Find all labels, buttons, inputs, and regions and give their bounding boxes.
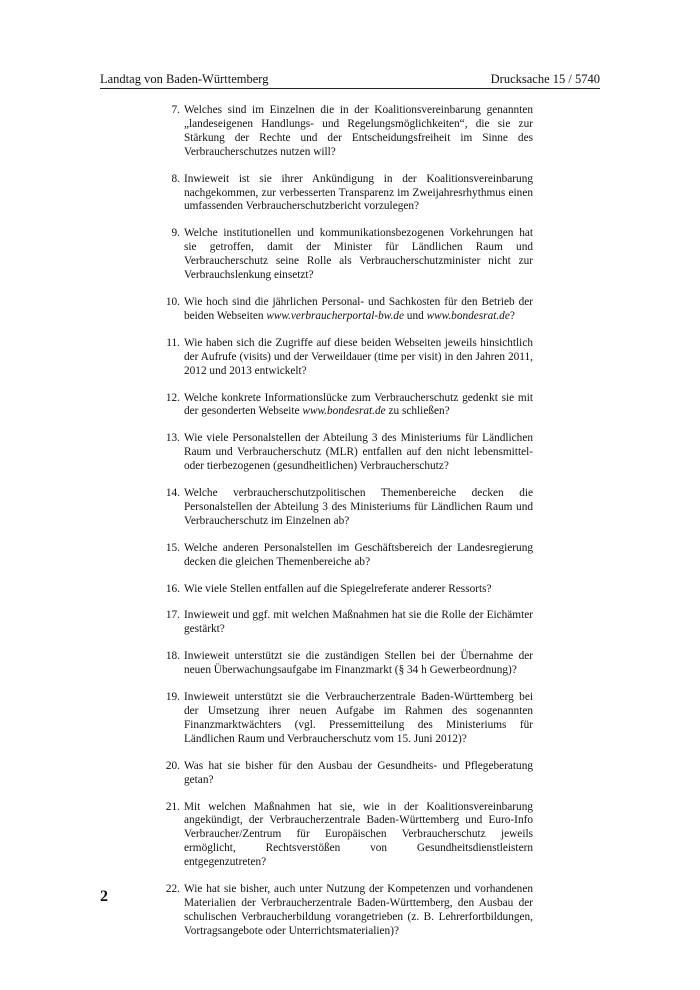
- question-number: 20.: [165, 759, 180, 772]
- question-number: 19.: [165, 691, 180, 704]
- question-text: Mit welchen Maßnahmen hat sie, wie in der Koalitionsvereinbarung angekündigt, der Verbraucherzentrale Baden-Württemberg und Euro-Info Verbraucher/Zentrum für Europäischen Verbraucherschutz jeweils ermöglicht, Rechtsverstößen von Gesundheitsdienstleistern entgegenzutreten?: [184, 800, 533, 869]
- question-number: 13.: [165, 432, 180, 445]
- question-number: 17.: [165, 609, 180, 622]
- question-item: [167, 801, 533, 871]
- question-number: 22.: [165, 883, 180, 896]
- question-number: 14.: [165, 487, 180, 500]
- question-text-part: ?: [509, 309, 515, 322]
- header-right: Drucksache 15 / 5740: [490, 72, 600, 86]
- question-text: Welches sind im Einzelnen die in der Koalitionsvereinbarung genannten „landeseigenen Handlungs- und Regelungsmöglichkeiten“, die sie zur Stärkung der Rechte und der Entscheidungsfreiheit im Sinne des Verbraucherschutzes nutzen will?: [184, 104, 533, 158]
- website-url: www.verbraucherportal-bw.de: [266, 309, 404, 322]
- question-text: Welche anderen Personalstellen im Geschäftsbereich der Landesregierung decken die gleichen Themenbereiche ab?: [184, 541, 533, 568]
- question-number: 11.: [166, 336, 180, 349]
- question-text: Wie haben sich die Zugriffe auf diese beiden Webseiten jeweils hinsichtlich der Aufrufe (visits) und der Verweildauer (time per visit) in den Jahren 2011, 2012 und 2013 entwickelt?: [184, 336, 533, 377]
- header-left: Landtag von Baden-Württemberg: [100, 72, 269, 86]
- question-item: [167, 609, 533, 637]
- question-item: [167, 650, 533, 678]
- question-item: [167, 173, 533, 215]
- question-item: [167, 432, 533, 474]
- question-number: 10.: [165, 295, 180, 308]
- question-item: [167, 542, 533, 570]
- question-text-part: und: [403, 309, 427, 322]
- question-text-part: zu schließen?: [385, 405, 450, 418]
- question-text: Inwieweit unterstützt sie die Verbraucherzentrale Baden-Württemberg bei der Umsetzung ihrer neuen Aufgabe im Rahmen des sogenannten Finanzmarktwächters (vgl. Pressemitteilung des Ministeriums für Ländlichen Raum und Verbraucherschutz vom 15. Juni 2012)?: [184, 691, 533, 745]
- question-item: [167, 691, 533, 747]
- question-number: 18.: [165, 650, 180, 663]
- question-text-part: Wie hoch sind die jährlichen Personal- und Sachkosten für den Betrieb der beiden Webseiten: [184, 295, 533, 322]
- question-text: [184, 296, 533, 324]
- question-text: [184, 392, 533, 420]
- question-list: [167, 104, 533, 952]
- website-url: www.bondesrat.de: [426, 309, 510, 322]
- question-text: Wie hat sie bisher, auch unter Nutzung der Kompetenzen und vorhandenen Materialien der Verbraucherzentrale Baden-Württemberg, den Ausbau der schulischen Verbraucherbildung vorangetrieben (z. B. Lehrerfortbildungen, Vortragsangebote oder Unterrichtsmaterialien)?: [184, 883, 533, 937]
- question-item: [167, 392, 533, 420]
- question-item: [167, 104, 533, 160]
- question-text-part: Welche konkrete Informationslücke zum Verbraucherschutz gedenkt sie mit der gesonderten Webseite: [184, 391, 533, 418]
- question-item: [167, 296, 533, 324]
- page-header: [100, 72, 600, 87]
- question-item: [167, 487, 533, 529]
- question-number: 21.: [165, 800, 180, 813]
- question-text: Inwieweit und ggf. mit welchen Maßnahmen hat sie die Rolle der Eichämter gestärkt?: [184, 609, 533, 636]
- question-number: 12.: [165, 391, 180, 404]
- question-number: 16.: [165, 582, 180, 595]
- website-url: www.bondesrat.de: [302, 405, 386, 418]
- question-text: Wie viele Personalstellen der Abteilung 3 des Ministeriums für Ländlichen Raum und Verbraucherschutz (MLR) entfallen auf den nicht lebensmittel- oder tierbezogenen (gesundheitlichen) Verbraucherschutz?: [184, 432, 533, 473]
- question-text: Was hat sie bisher für den Ausbau der Gesundheits- und Pflegeberatung getan?: [184, 759, 533, 786]
- question-item: [167, 227, 533, 283]
- question-text: Inwieweit unterstützt sie die zuständigen Stellen bei der Übernahme der neuen Überwachungsaufgabe im Finanzmarkt (§ 34 h Gewerbeordnung)?: [184, 650, 533, 677]
- question-text: Inwieweit ist sie ihrer Ankündigung in der Koalitionsvereinbarung nachgekommen, zur verbesserten Transparenz im Zweijahresrhythmus einen umfassenden Verbraucherschutzbericht vorzulegen?: [184, 172, 533, 213]
- question-item: [167, 583, 533, 597]
- question-text: Wie viele Stellen entfallen auf die Spiegelreferate anderer Ressorts?: [184, 582, 492, 595]
- question-number: 7.: [171, 104, 180, 116]
- question-number: 15.: [165, 541, 180, 554]
- question-item: [167, 337, 533, 379]
- question-number: 9.: [171, 227, 180, 240]
- question-item: [167, 760, 533, 788]
- header-rule: [100, 88, 600, 89]
- question-number: 8.: [171, 172, 180, 185]
- question-text: Welche institutionellen und kommunikationsbezogenen Vorkehrungen hat sie getroffen, damit der Minister für Ländlichen Raum und Verbraucherschutz seine Rolle als Verbraucherschutzminister nicht zur Verbrauchslenkung einsetzt?: [184, 227, 533, 282]
- question-item: [167, 883, 533, 939]
- question-text: Welche verbraucherschutzpolitischen Themenbereiche decken die Personalstellen der Abteilung 3 des Ministeriums für Ländlichen Raum und Verbraucherschutz im Einzelnen ab?: [184, 487, 533, 527]
- page-number: 2: [100, 888, 108, 905]
